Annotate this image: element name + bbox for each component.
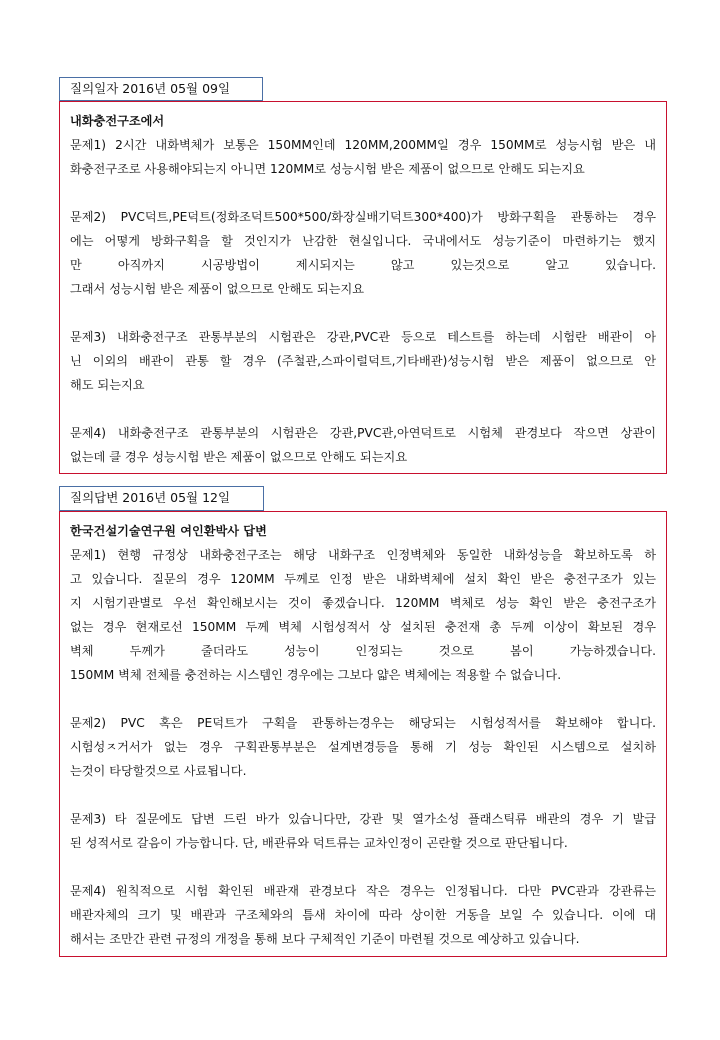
answer-paragraph-2-line: 시험성ㅈ거서가 없는 경우 구획관통부분은 설계변경등을 통해 기 성능 확인된 시스템으로 설치하 xyxy=(70,740,656,754)
answer-paragraph-3-line: 문제3) 타 질문에도 답변 드린 바가 있습니다만, 강관 및 열가소성 플래스틱류 배관의 경우 기 발급 xyxy=(70,812,656,826)
question-paragraph-3-line: 해도 되는지요 xyxy=(70,378,145,392)
question-paragraph-1-line: 문제1) 2시간 내화벽체가 보통은 150MM인데 120MM,200MM일 경우 150MM로 성능시험 받은 내 xyxy=(70,138,656,152)
question-paragraph-2-line: 문제2) PVC덕트,PE덕트(정화조덕트500*500/화장실배기덕트300*400)가 방화구획을 관통하는 경우 xyxy=(70,210,656,224)
question-paragraph-3-line: 문제3) 내화충전구조 관통부분의 시험관은 강관,PVC관 등으로 테스트를 하는데 시험란 배관이 아 xyxy=(70,330,656,344)
paragraph-spacer xyxy=(70,855,656,879)
answer-paragraph-1-line: 벽체 두께가 줄더라도 성능이 인정되는 것으로 봄이 가능하겠습니다. xyxy=(70,644,656,658)
paragraph-spacer xyxy=(70,301,656,325)
answer-paragraph-1-line: 고 있습니다. 질문의 경우 120MM 두께로 인정 받은 내화벽체에 설치 확인 받은 충전구조가 있는 xyxy=(70,572,656,586)
answer-panel xyxy=(59,511,667,957)
answer-heading: 한국건설기술연구원 여인환박사 답변 xyxy=(70,524,267,538)
answer-paragraph-4-line: 해서는 조만간 관련 규정의 개정을 통해 보다 구체적인 기준이 마련될 것으로 예상하고 있습니다. xyxy=(70,932,580,946)
answer-paragraph-1-line: 지 시험기관별로 우선 확인해보시는 것이 좋겠습니다. 120MM 벽체로 성능 확인 받은 충전구조가 xyxy=(70,596,656,610)
answer-body xyxy=(70,543,656,951)
question-paragraph-1-line: 화충전구조로 사용해야되는지 아니면 120MM로 성능시험 받은 제품이 없으므로 안해도 되는지요 xyxy=(70,162,585,176)
question-date-label: 질의일자 2016년 05월 09일 xyxy=(59,77,263,101)
question-paragraph-4-line: 문제4) 내화충전구조 관통부분의 시험관은 강관,PVC관,아연덕트로 시험체 관경보다 작으면 상관이 xyxy=(70,426,656,440)
answer-date-label: 질의답변 2016년 05월 12일 xyxy=(59,486,264,511)
answer-paragraph-1-line: 문제1) 현행 규정상 내화충전구조는 해당 내화구조 인정벽체와 동일한 내화성능을 확보하도록 하 xyxy=(70,548,656,562)
paragraph-spacer xyxy=(70,687,656,711)
answer-paragraph-1-line: 없는 경우 현재로선 150MM 두께 벽체 시험성적서 상 설치된 충전재 총 두께 이상이 확보된 경우 xyxy=(70,620,656,634)
question-paragraph-4-line: 없는데 클 경우 성능시험 받은 제품이 없으므로 안해도 되는지요 xyxy=(70,450,408,464)
question-panel xyxy=(59,101,667,474)
question-paragraph-2-line: 그래서 성능시험 받은 제품이 없으므로 안해도 되는지요 xyxy=(70,282,365,296)
answer-paragraph-4-line: 배관자체의 크기 및 배관과 구조체와의 틈새 차이에 따라 상이한 거동을 보일 수 있습니다. 이에 대 xyxy=(70,908,656,922)
question-paragraph-3-line: 닌 이외의 배관이 관통 할 경우 (주철관,스파이럴덕트,기타배관)성능시험 받은 제품이 없으므로 안 xyxy=(70,354,656,368)
answer-paragraph-2-line: 는것이 타당할것으로 사료됩니다. xyxy=(70,764,247,778)
paragraph-spacer xyxy=(70,783,656,807)
answer-paragraph-4-line: 문제4) 원칙적으로 시험 확인된 배관재 관경보다 작은 경우는 인정됩니다. 다만 PVC관과 강관류는 xyxy=(70,884,656,898)
question-paragraph-2-line: 만 아직까지 시공방법이 제시되지는 않고 있는것으로 알고 있습니다. xyxy=(70,258,656,272)
paragraph-spacer xyxy=(70,181,656,205)
question-paragraph-2-line: 에는 어떻게 방화구획을 할 것인지가 난감한 현실입니다. 국내에서도 성능기준이 마련하기는 했지 xyxy=(70,234,656,248)
answer-paragraph-3-line: 된 성적서로 갈음이 가능합니다. 단, 배관류와 덕트류는 교차인정이 곤란할 것으로 판단됩니다. xyxy=(70,836,568,850)
answer-paragraph-1-line: 150MM 벽체 전체를 충전하는 시스템인 경우에는 그보다 얇은 벽체에는 적용할 수 없습니다. xyxy=(70,668,562,682)
question-body xyxy=(70,133,656,469)
question-heading: 내화충전구조에서 xyxy=(70,114,165,128)
paragraph-spacer xyxy=(70,397,656,421)
answer-paragraph-2-line: 문제2) PVC 혹은 PE덕트가 구획을 관통하는경우는 해당되는 시험성적서를 확보해야 합니다. xyxy=(70,716,656,730)
